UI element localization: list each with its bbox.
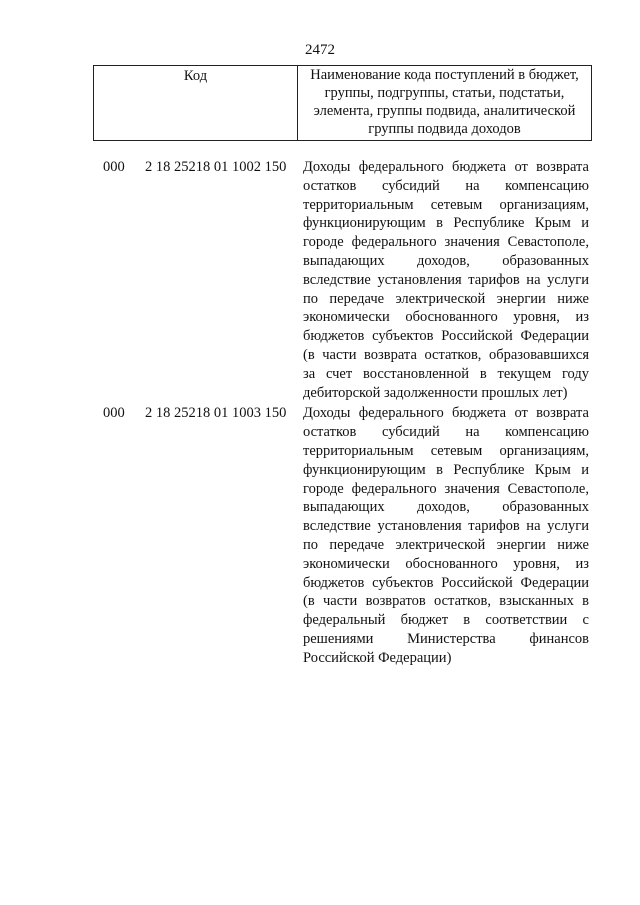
revenue-entry: [0, 404, 640, 667]
header-table: [93, 65, 592, 141]
admin-code: 000: [103, 405, 125, 422]
page-number: 2472: [305, 42, 335, 58]
name-column-header: Наименование кода поступлений в бюджет, группы, подгруппы, статьи, подстатьи, элемента, группы подвида, аналитической группы подвида доходов: [298, 66, 592, 141]
revenue-description: Доходы федерального бюджета от возврата остатков субсидий на компенсацию территориальным сетевым организациям, функционирующим в Республике Крым и городе федерального значения Севастополе, выпадающих доходов, образованных вследствие установления тарифов на услуги по передаче электрической энергии ниже экономически обоснованного уровня, из бюджетов субъектов Российской Федерации (в части возвратов остатков, взысканных в федеральный бюджет в соответствии с решениями Министерства финансов Российской Федерации): [303, 405, 589, 666]
revenue-entry: [0, 158, 640, 402]
code-column-header: Код: [94, 66, 298, 141]
revenue-entries: [0, 158, 640, 670]
revenue-description: Доходы федерального бюджета от возврата остатков субсидий на компенсацию территориальным сетевым организациям, функционирующим в Республике Крым и городе федерального значения Севастополе, выпадающих доходов, образованных вследствие установления тарифов на услуги по передаче электрической энергии ниже экономически обоснованного уровня, из бюджетов субъектов Российской Федерации (в части возврата остатков, образовавшихся за счет восстановленной в текущем году дебиторской задолженности прошлых лет): [303, 159, 589, 401]
admin-code: 000: [103, 159, 125, 175]
revenue-code: 2 18 25218 01 1003 150: [145, 405, 287, 422]
revenue-code: 2 18 25218 01 1002 150: [145, 159, 287, 175]
header-row: [94, 66, 592, 141]
